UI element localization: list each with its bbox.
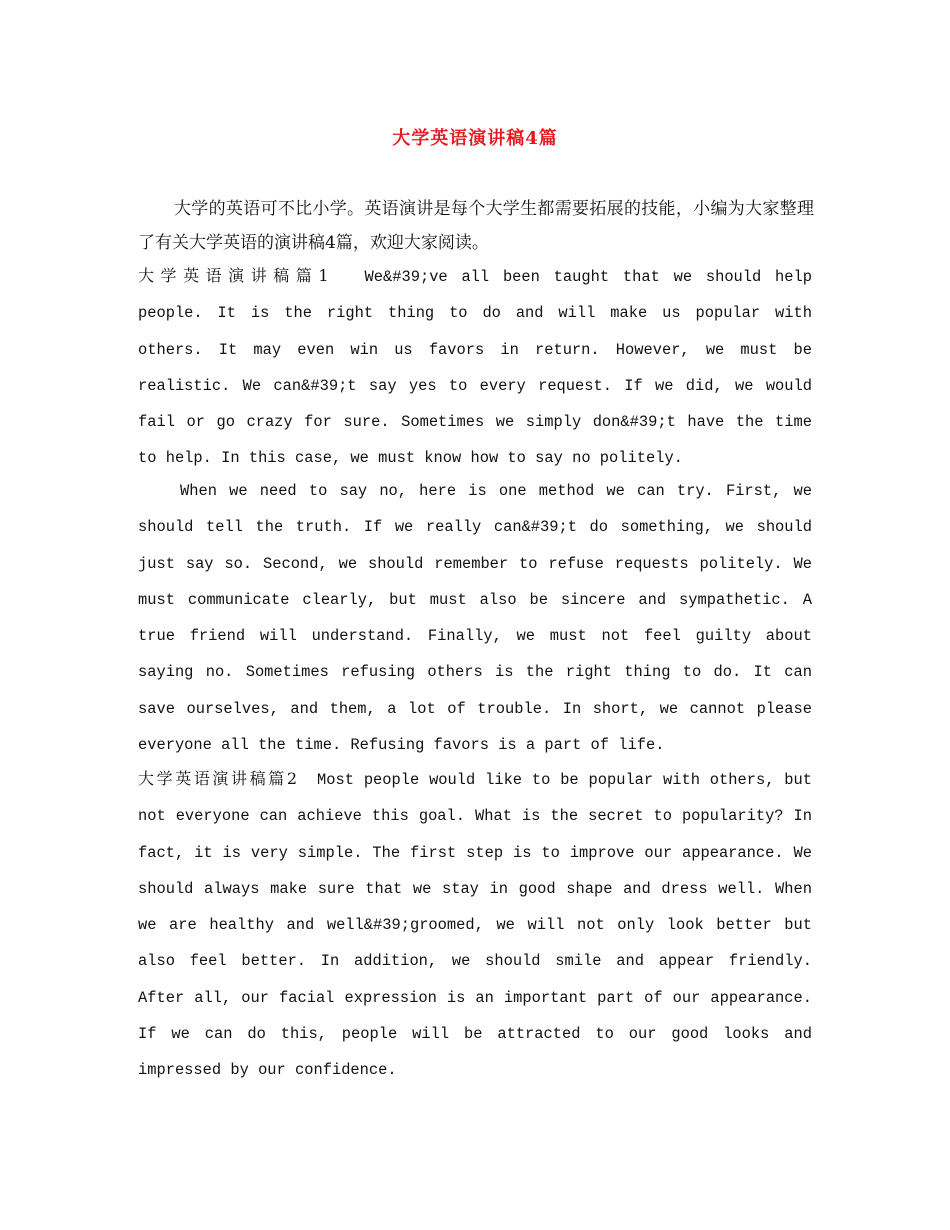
section-2-text-1: Most people would like to be popular with others, but not everyone can achieve this goal. What is the secret to popularity? In fact, it is very simple. The first step is to improve our appearance. We should always make sure that we stay in good shape and dress well. When we are healthy and well&#39;groomed, we will not only look better but also feel better. In addition, we should smile and appear friendly. After all, our facial expression is an important part of our appearance. If we can do this, people will be attracted to our good looks and impressed by our confidence.	[138, 771, 812, 1080]
section-2-paragraph-1	[138, 761, 812, 1089]
section-1-paragraph-1	[138, 258, 812, 477]
section-1-heading: 大学英语演讲稿篇1	[138, 266, 331, 285]
section-1-paragraph-2: When we need to say no, here is one method we can try. First, we should tell the truth. If we really can&#39;t do something, we should just say so. Second, we should remember to refuse requests politely. We must communicate clearly, but must also be sincere and sympathetic. A true friend will understand. Finally, we must not feel guilty about saying no. Sometimes refusing others is the right thing to do. It can save ourselves, and them, a lot of trouble. In short, we cannot please everyone all the time. Refusing favors is a part of life.	[138, 482, 812, 755]
intro-paragraph: 大学的英语可不比小学。英语演讲是每个大学生都需要拓展的技能，小编为大家整理了有关大学英语的演讲稿4篇，欢迎大家阅读。	[138, 199, 814, 253]
document-title: 大学英语演讲稿4篇	[392, 128, 558, 149]
section-2-heading: 大学英语演讲稿篇2	[138, 769, 300, 788]
section-1-text-1: We&#39;ve all been taught that we should help people. It is the right thing to do and will make us popular with others. It may even win us favors in return. However, we must be realistic. We can&#39;t say yes to every request. If we did, we would fail or go crazy for sure. Sometimes we simply don&#39;t have the time to help. In this case, we must know how to say no politely.	[138, 268, 812, 468]
